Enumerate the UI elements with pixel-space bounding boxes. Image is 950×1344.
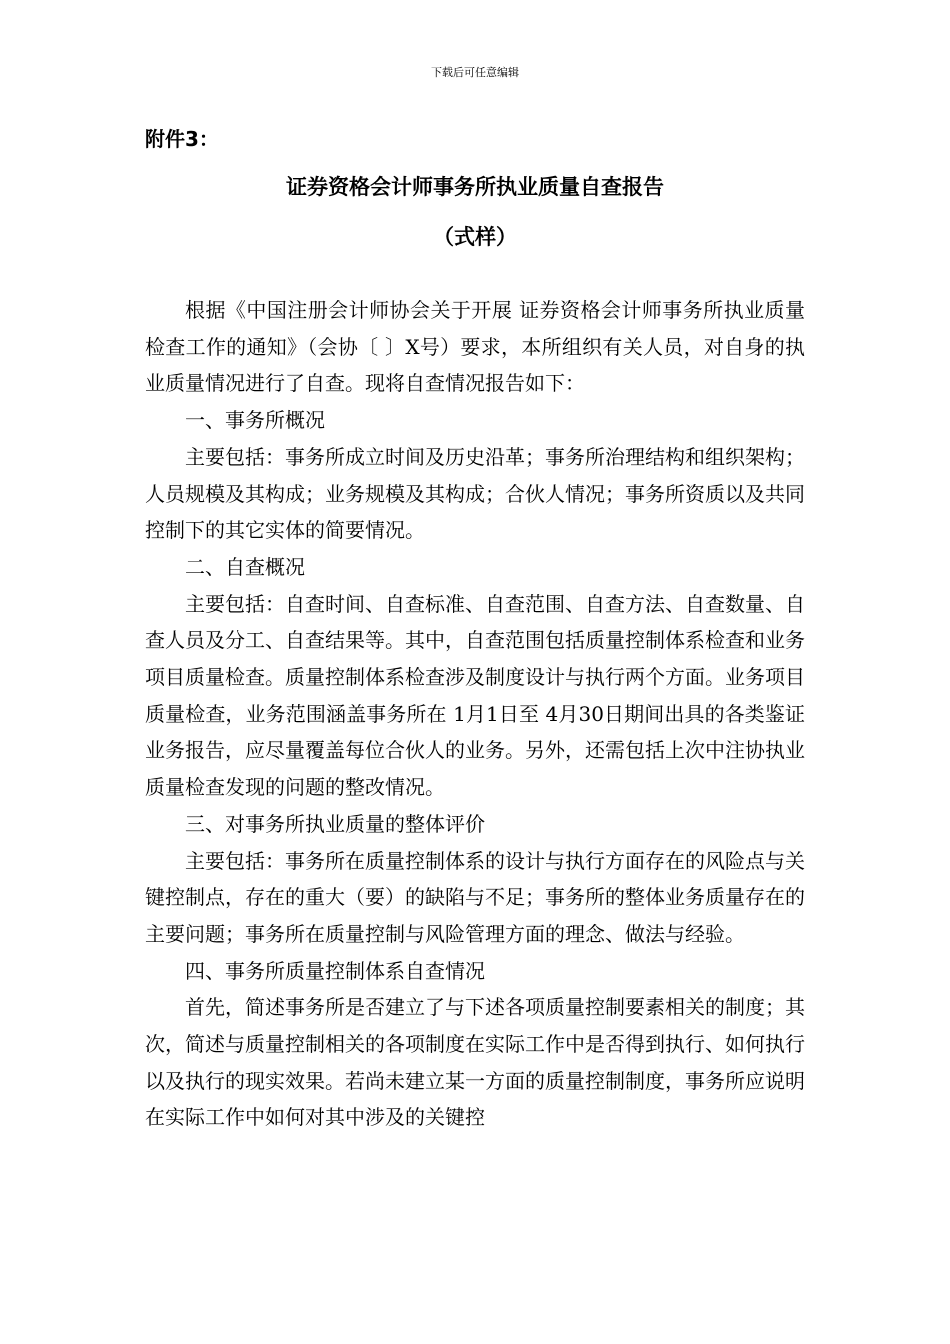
intro-paragraph: 根据《中国注册会计师协会关于开展 证券资格会计师事务所执业质量检查工作的通知》（会协〔 〕X号）要求，本所组织有关人员，对自身的执业质量情况进行了自查。现将自查情况报告如下： (145, 298, 805, 396)
section-heading-2: 二、自查概况 (185, 554, 305, 579)
attachment-label: 附件3： (145, 127, 219, 151)
section-paragraph-2: 主要包括：自查时间、自查标准、自查范围、自查方法、自查数量、自查人员及分工、自查结果等。其中，自查范围包括质量控制体系检查和业务项目质量检查。质量控制体系检查涉及制度设计与执行两个方面。业务项目质量检查，业务范围涵盖事务所在 1月1日至 4月30日期间出具的各类鉴证业务报告，应尽量覆盖每位合伙人的业务。另外，还需包括上次中注协执业质量检查发现的问题的整改情况。 (145, 591, 805, 800)
section-paragraph-3: 主要包括：事务所在质量控制体系的设计与执行方面存在的风险点与关键控制点，存在的重大（要）的缺陷与不足；事务所的整体业务质量存在的主要问题；事务所在质量控制与风险管理方面的理念、做法与经验。 (145, 848, 805, 946)
header-note: 下载后可任意编辑 (431, 66, 519, 79)
document-subtitle: （式样） (433, 225, 517, 249)
section-paragraph-4: 首先，简述事务所是否建立了与下述各项质量控制要素相关的制度；其次，简述与质量控制相关的各项制度在实际工作中是否得到执行、如何执行以及执行的现实效果。若尚未建立某一方面的质量控制制度，事务所应说明在实际工作中如何对其中涉及的关键控 (145, 995, 805, 1130)
section-paragraph-1: 主要包括：事务所成立时间及历史沿革；事务所治理结构和组织架构；人员规模及其构成；业务规模及其构成；合伙人情况；事务所资质以及共同控制下的其它实体的简要情况。 (145, 444, 805, 543)
document-body (145, 292, 805, 1136)
section-heading-1: 一、事务所概况 (185, 408, 325, 433)
section-heading-4: 四、事务所质量控制体系自查情况 (185, 958, 485, 983)
document-title: 证券资格会计师事务所执业质量自查报告 (286, 175, 664, 199)
section-heading-3: 三、对事务所执业质量的整体评价 (185, 811, 485, 836)
